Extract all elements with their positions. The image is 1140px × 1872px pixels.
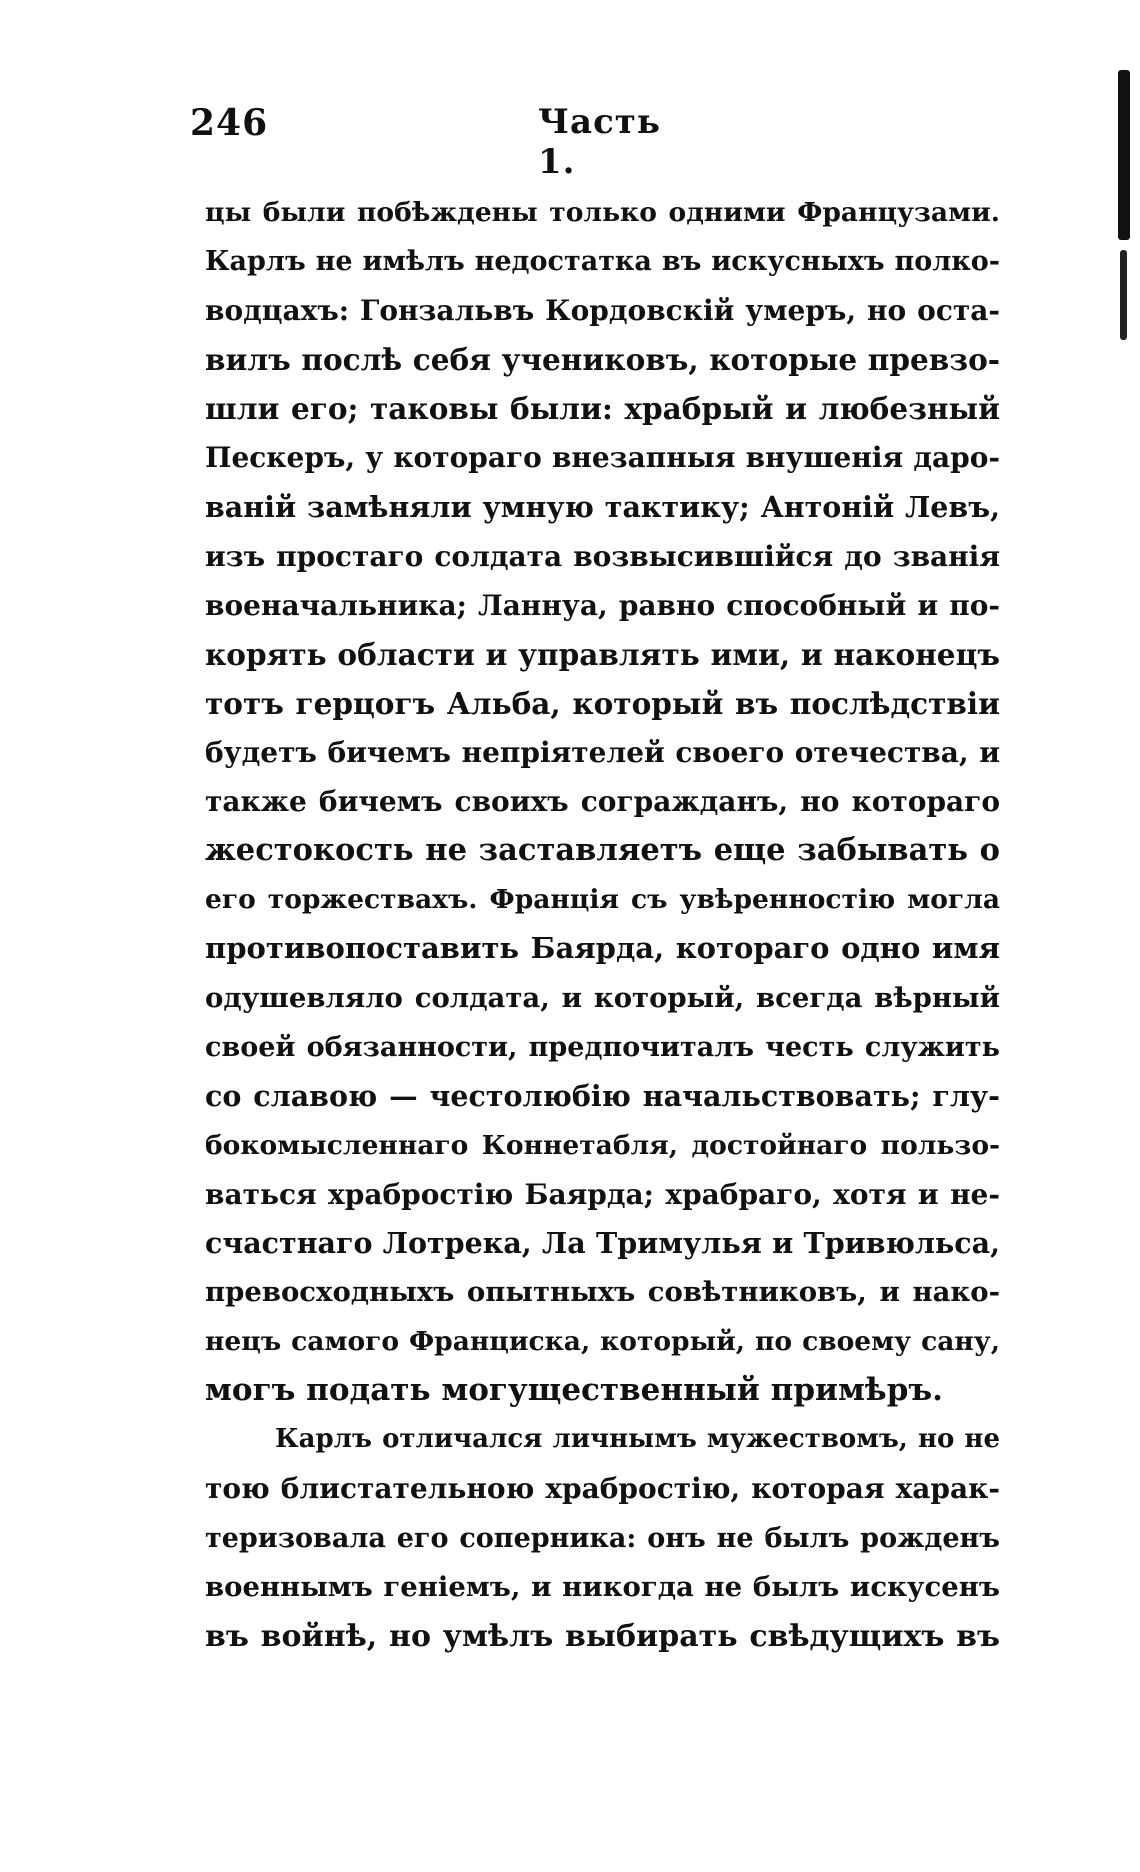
page-number: 246 (190, 102, 269, 144)
text-line: Карлъ отличался личнымъ мужествомъ, но не (275, 1424, 1000, 1455)
text-line: водцахъ: Гонзальвъ Кордовскій умеръ, но оста- (205, 294, 1000, 328)
text-line: тотъ герцогъ Альба, который въ послѣдствіи (205, 685, 1000, 721)
text-line: изъ простаго солдата возвысившійся до званія (205, 539, 1000, 573)
text-line: одушевляло солдата, и который, всегда вѣрный (205, 981, 1000, 1014)
text-line: шли его; таковы были: храбрый и любезный (205, 391, 1000, 427)
text-line: также бичемъ своихъ согражданъ, но котораго (205, 785, 1000, 819)
page-header (190, 102, 670, 182)
text-line: будетъ бичемъ непріятелей своего отечества, и (205, 736, 1000, 770)
text-line: корять области и управлять ими, и наконецъ (205, 636, 1000, 672)
text-line: военнымъ геніемъ, и никогда не былъ искусенъ (205, 1570, 1000, 1603)
text-line: въ войнѣ, но умѣлъ выбирать свѣдущихъ въ (205, 1618, 1000, 1654)
text-line: тою блистательною храбростію, которая харак- (205, 1472, 1000, 1506)
text-line: его торжествахъ. Франція съ увѣренностію могла (205, 884, 1000, 916)
text-line: теризовала его соперника: онъ не былъ рожденъ (205, 1522, 1000, 1554)
text-line: жестокость не заставляетъ еще забывать о (205, 832, 1000, 869)
text-line: ваться храбростію Баярда; храбраго, хотя и не- (205, 1177, 1000, 1211)
text-line: военачальника; Ланнуа, равно способный и по- (205, 588, 1000, 622)
text-line: противопоставить Баярда, котораго одно имя (205, 931, 1000, 966)
scan-edge-mark (1120, 250, 1127, 340)
body-text (205, 188, 1000, 1661)
text-line: ваній замѣняли умную тактику; Антоній Левъ, (205, 489, 1000, 524)
text-line: превосходныхъ опытныхъ совѣтниковъ, и нако- (205, 1276, 1000, 1309)
text-line: своей обязанности, предпочиталъ честь служить (205, 1031, 1000, 1063)
text-line: цы были побѣждены только одними Французами. (205, 197, 1000, 228)
running-head: Часть 1. (538, 102, 661, 182)
text-line: Пескеръ, у котораго внезапныя внушенія даро- (205, 441, 1000, 475)
text-line: бокомысленнаго Коннетабля, достойнаго пользо- (205, 1129, 1000, 1161)
text-line: счастнаго Лотрека, Ла Тримулья и Тривюльса, (205, 1225, 1000, 1260)
text-line: могъ подать могущественный примѣръ. (205, 1372, 943, 1409)
text-line: со славою — честолюбію начальствовать; глу- (205, 1078, 1000, 1113)
scan-edge-mark (1118, 70, 1130, 240)
text-line: Карлъ не имѣлъ недостатка въ искусныхъ полко- (205, 246, 1000, 278)
text-line: вилъ послѣ себя учениковъ, которые превзо- (205, 342, 1000, 378)
text-line: нецъ самого Франциска, который, по своему сану, (205, 1326, 1000, 1358)
